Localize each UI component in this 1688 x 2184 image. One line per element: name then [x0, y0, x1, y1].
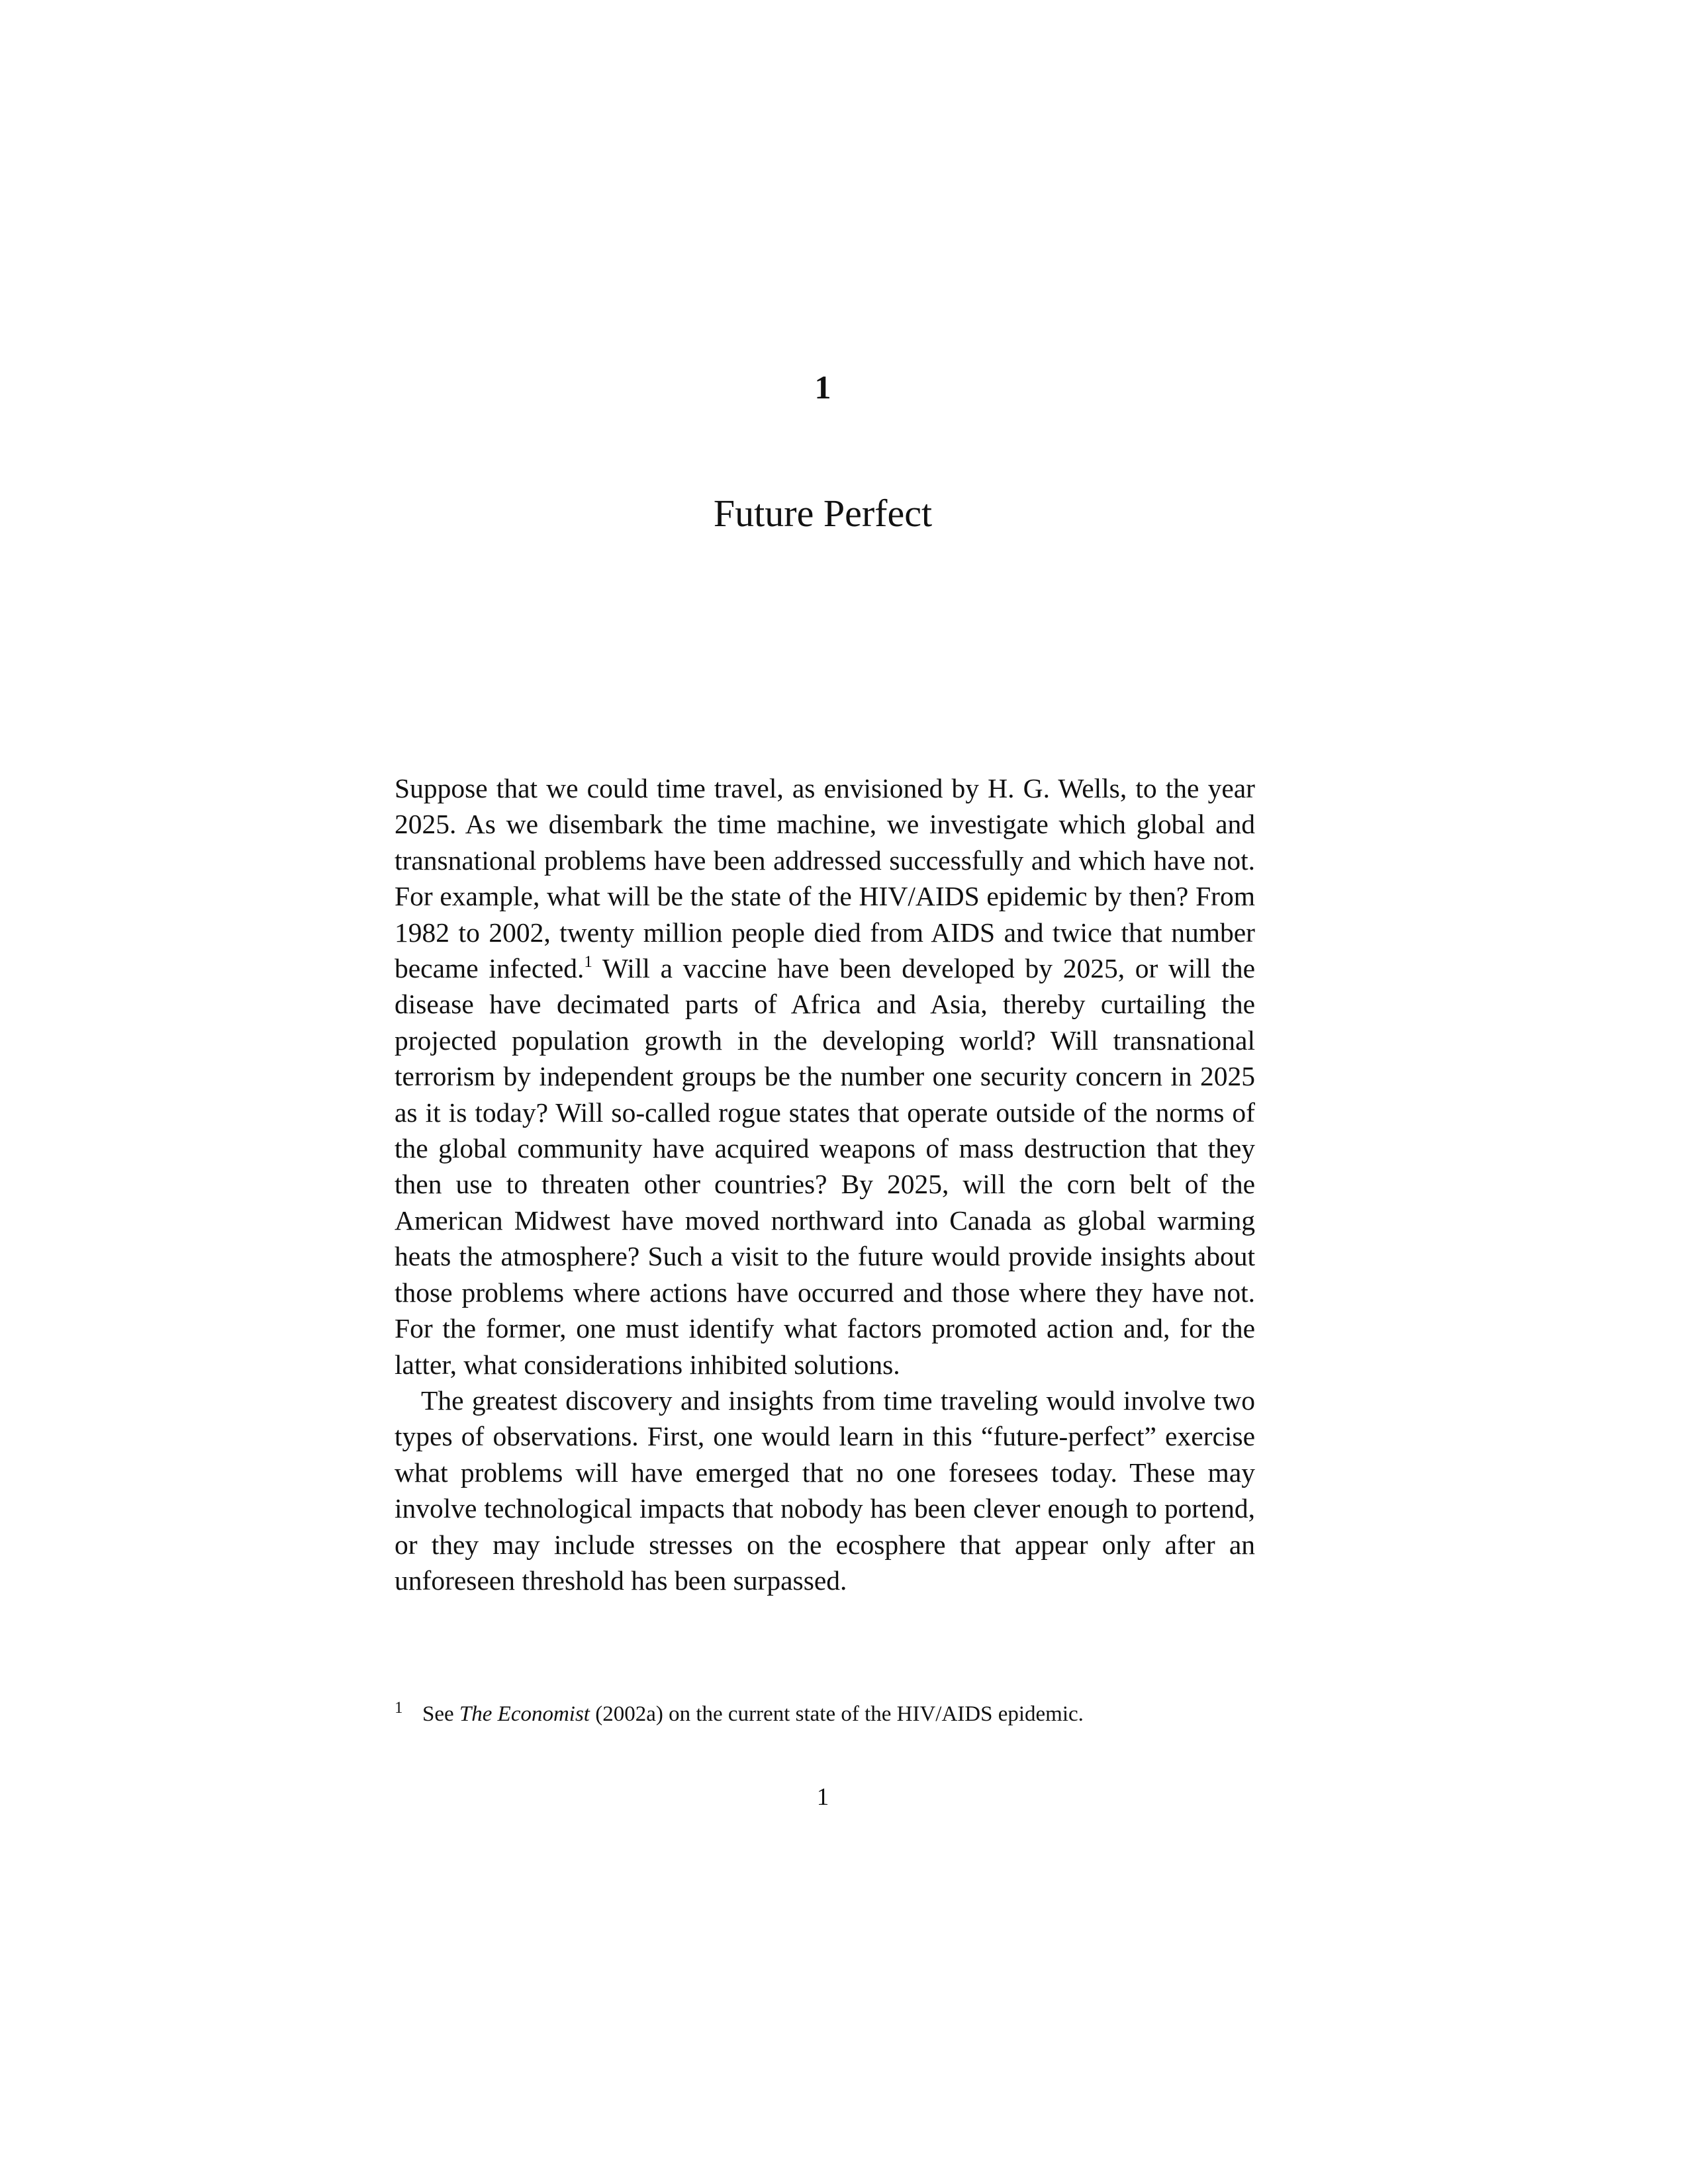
paragraph-1 — [395, 770, 1255, 1383]
chapter-number: 1 — [814, 369, 831, 406]
footnote: 1 See The Economist (2002a) on the current state of the HIV/AIDS epidemic. — [395, 1699, 1084, 1726]
page-number: 1 — [816, 1784, 829, 1811]
paragraph-1-text-b: Will a vaccine have been developed by 2025, or will the disease have decimated parts of Africa and Asia, thereby curtailing the projected population growth in the developing world? Will transnational terrorism by independent groups be the number one security concern in 2025 as it is today? Will so-called rogue states that operate outside of the norms of the global community have acquired weapons of mass destruction that they then use to threaten other countries? By 2025, will the corn belt of the American Midwest have moved northward into Canada as global warming heats the atmosphere? Such a visit to the future would provide insights about those problems where actions have occurred and those where they have not. For the former, one must identify what factors promoted action and, for the latter, what considerations inhibited solutions. — [395, 953, 1255, 1380]
body-text — [395, 770, 1255, 1598]
footnote-reference: 1 — [584, 953, 592, 972]
chapter-title: Future Perfect — [713, 492, 933, 535]
footnote-lead: See — [422, 1702, 459, 1726]
footnote-source: The Economist — [459, 1702, 590, 1726]
footnote-text: (2002a) on the current state of the HIV/AIDS epidemic. — [589, 1702, 1084, 1726]
paragraph-1-text-a: Suppose that we could time travel, as envisioned by H. G. Wells, to the year 2025. As we disembark the time machine, we investigate which global and transnational problems have been addressed successfully and which have not. For example, what will be the state of the HIV/AIDS epidemic by then? From 1982 to 2002, twenty million people died from AIDS and twice that number became infected. — [395, 773, 1255, 984]
paragraph-2: The greatest discovery and insights from time traveling would involve two types of observations. First, one would learn in this “future-perfect” exercise what problems will have emerged that no one foresees today. These may involve technological impacts that nobody has been clever enough to portend, or they may include stresses on the ecosphere that appear only after an unforeseen threshold has been surpassed. — [395, 1385, 1255, 1596]
